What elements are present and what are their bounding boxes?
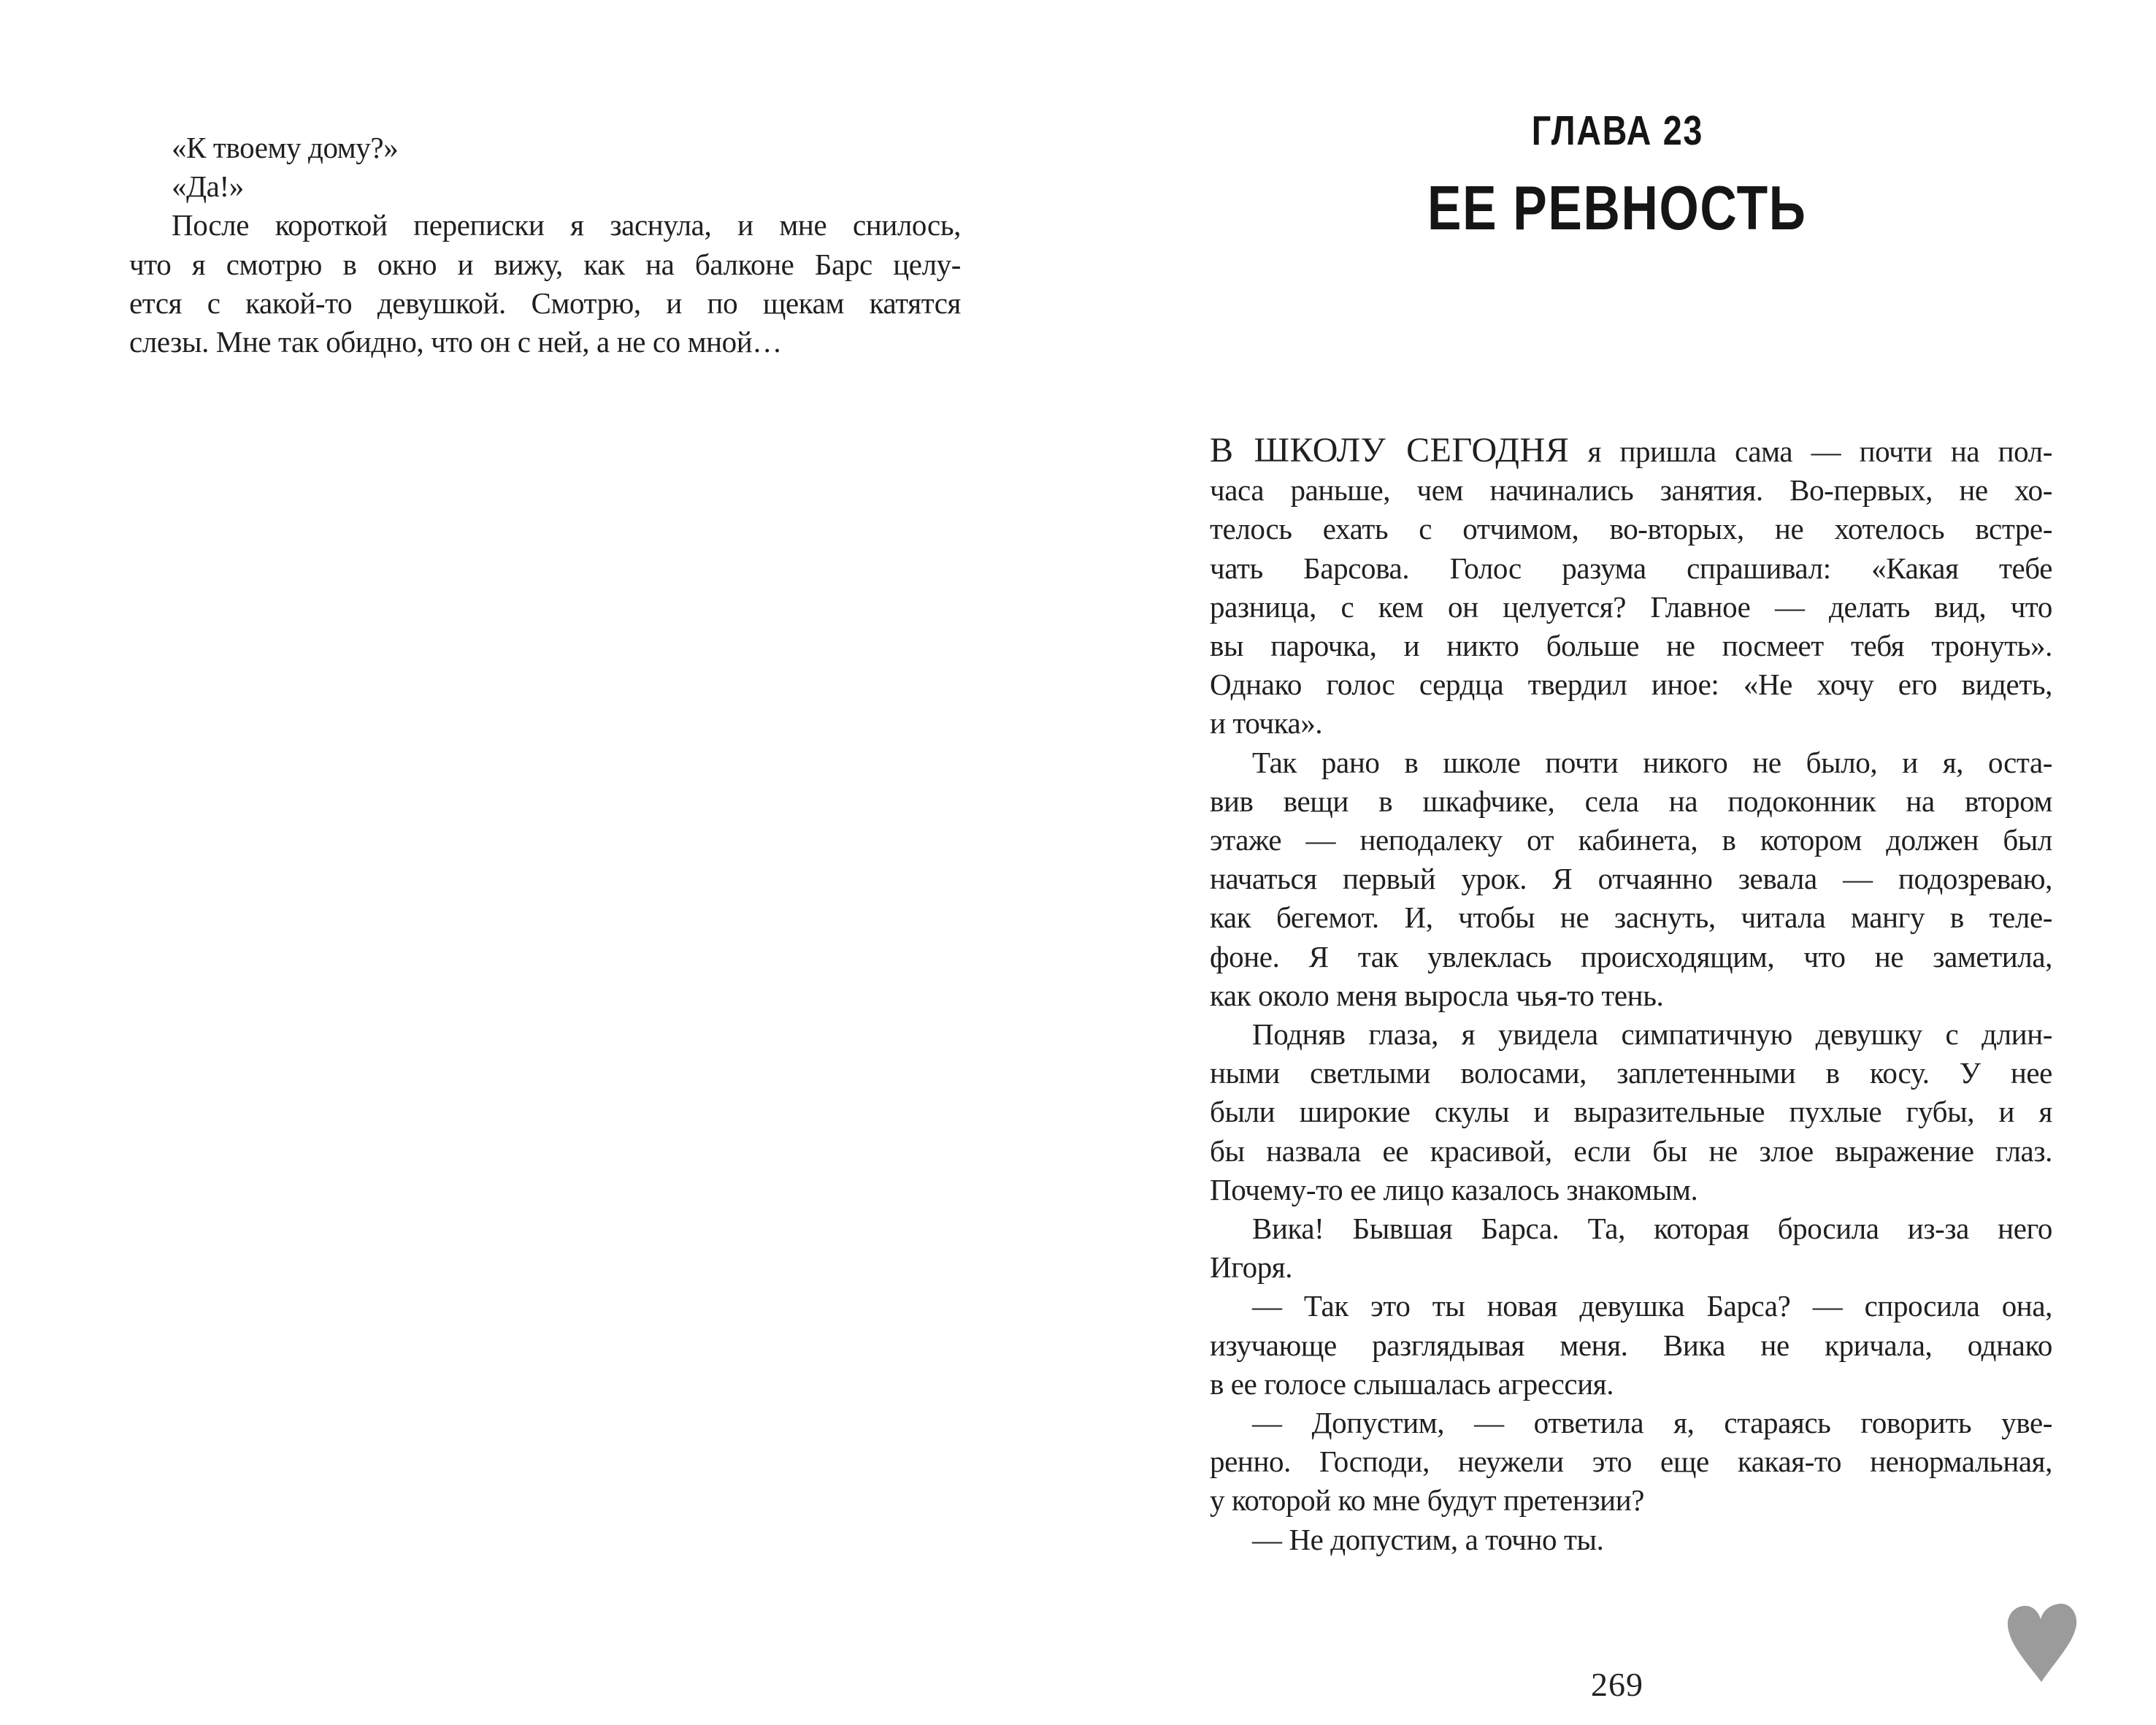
text-line: этаже — неподалеку от кабинета, в котором должен был — [1210, 823, 2052, 857]
text-line: — Допустим, — ответила я, стараясь говорить уве- — [1252, 1406, 2052, 1440]
text-line: были широкие скулы и выразительные пухлые губы, и я — [1210, 1095, 2052, 1129]
chapter-title-text: ЕЕ РЕВНОСТЬ — [1427, 174, 1807, 243]
chapter-number-text: ГЛАВА 23 — [1531, 107, 1703, 154]
heart-shape — [2008, 1604, 2076, 1682]
paragraph — [1210, 1404, 2052, 1521]
text-line: Игоря. — [1210, 1250, 1293, 1285]
text-line: вив вещи в шкафчике, села на подоконник на втором — [1210, 784, 2052, 818]
paragraph — [1210, 1015, 2052, 1209]
text-line: ется с какой-то девушкой. Смотрю, и по щекам катятся — [129, 286, 961, 320]
text-line: бы назвала ее красивой, если бы не злое выражение глаз. — [1210, 1133, 2052, 1168]
text-line: Подняв глаза, я увидела симпатичную девушку с длин- — [1252, 1017, 2052, 1052]
text-line: — Так это ты новая девушка Барса? — спросила она, — [1252, 1289, 2052, 1323]
paragraph — [1210, 1521, 2052, 1559]
text-line: как около меня выросла чья-то тень. — [1210, 978, 1664, 1012]
text-line — [1210, 431, 2052, 471]
text-line: что я смотрю в окно и вижу, как на балконе Барс целу- — [129, 247, 961, 281]
right-page-body — [1210, 431, 2052, 1559]
text-line: часа раньше, чем начинались занятия. Во-первых, не хо- — [1210, 473, 2052, 508]
text-line: в ее голосе слышалась агрессия. — [1210, 1366, 1614, 1401]
text-line: и точка». — [1210, 706, 1323, 741]
text-line: начаться первый урок. Я отчаянно зевала — подозреваю, — [1210, 862, 2052, 896]
text-line: «К твоему дому?» — [172, 131, 399, 164]
chapter-title — [1078, 174, 2156, 243]
text-line: телось ехать с отчимом, во-вторых, не хотелось встре- — [1210, 512, 2052, 546]
text-line: вы парочка, и никто больше не посмеет тебя тронуть». — [1210, 629, 2052, 663]
page-number: 269 — [1591, 1666, 1643, 1703]
text-line: Вика! Бывшая Барса. Та, которая бросила из-за него — [1252, 1212, 2052, 1246]
chapter-number — [1078, 107, 2156, 154]
text-line: фоне. Я так увлеклась происходящим, что не заметила, — [1210, 939, 2052, 974]
text-line: изучающе разглядывая меня. Вика не кричала, однако — [1210, 1328, 2052, 1362]
chapter-opening-caps: В ШКОЛУ СЕГОДНЯ — [1210, 431, 1570, 470]
text-line: Однако голос сердца твердил иное: «Не хочу его видеть, — [1210, 668, 2052, 702]
paragraph — [1210, 1287, 2052, 1404]
opening-line-rest: я пришла сама — почти на пол- — [1569, 435, 2052, 468]
text-line: ренно. Господи, неужели это еще какая-то ненормальная, — [1210, 1445, 2052, 1479]
left-page-body — [129, 129, 961, 362]
paragraph — [129, 206, 961, 362]
text-line: как бегемот. И, чтобы не заснуть, читала мангу в теле- — [1210, 900, 2052, 935]
text-line: «Да!» — [172, 169, 244, 204]
paragraph — [1210, 1209, 2052, 1287]
chapter-heading — [1078, 107, 2156, 243]
heart-icon — [2003, 1601, 2080, 1686]
text-line: Так рано в школе почти никого не было, и я, оста- — [1252, 745, 2052, 779]
text-line: чать Барсова. Голос разума спрашивал: «Какая тебе — [1210, 551, 2052, 585]
text-line: у которой ко мне будут претензии? — [1210, 1483, 1645, 1518]
text-line: ными светлыми волосами, заплетенными в косу. У нее — [1210, 1056, 2052, 1090]
text-line: разница, с кем он целуется? Главное — делать вид, что — [1210, 589, 2052, 624]
text-line: После короткой переписки я заснула, и мне снилось, — [172, 208, 961, 242]
paragraph — [1210, 743, 2052, 1015]
text-line: слезы. Мне так обидно, что он с ней, а не со мной… — [129, 325, 782, 359]
text-line: Почему-то ее лицо казалось знакомым. — [1210, 1172, 1698, 1206]
paragraph — [129, 129, 961, 167]
opening-paragraph — [1210, 431, 2052, 743]
paragraph — [129, 167, 961, 206]
opening-paragraph-lines — [1210, 471, 2052, 743]
text-line: — Не допустим, а точно ты. — [1252, 1522, 1604, 1556]
